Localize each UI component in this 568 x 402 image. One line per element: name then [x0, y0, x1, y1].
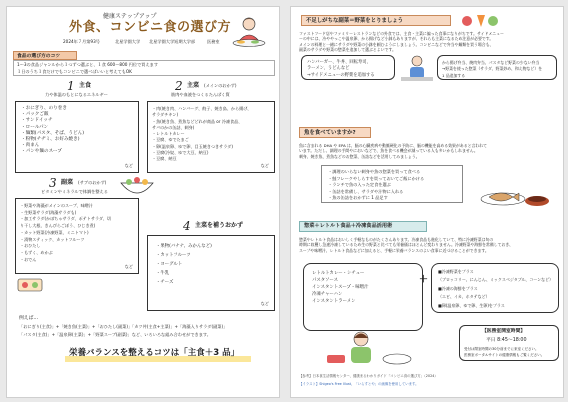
- section-header-fish: 魚を食べていますか?: [299, 127, 371, 138]
- retort-item: インスタントラーメン: [312, 299, 356, 304]
- list-item: ・チーズ: [156, 280, 174, 285]
- list-item: ・加工サラダ(かぼちゃサラダ、ポテトサラダ、切: [20, 216, 112, 222]
- section-header-vegetables: 不足しがちな副菜＝野菜をとりましょう: [301, 15, 451, 26]
- retort-item: パスタソース: [312, 278, 338, 283]
- tip-line: ・調理のいらない刺身や魚の惣菜を買って食べる: [328, 169, 421, 174]
- hours-note: 受付は閉室時間の30分前までに来室ください。: [464, 347, 539, 351]
- list-item: ・カットフルーツ: [156, 253, 191, 258]
- body-line: メインの料理と一緒にサラダや野菜の小鉢を頼むようにしましょう。コンビニなどで弁当や麺類を買う場合も、: [299, 41, 494, 47]
- salad-bowl-illustration: [117, 173, 157, 197]
- fish-tips-box: [321, 165, 463, 203]
- more-label: など: [260, 163, 269, 169]
- footer-illust-credit[interactable]: 【イラスト】Shigeo's Free Illust、「いらすとや」の画像を使用しています。: [299, 382, 419, 386]
- list-item: ・豆腐(冷奴、ゆで大豆、納豆): [152, 150, 209, 156]
- issue-number: 2024年７月第93号: [63, 39, 100, 44]
- list-item: ・粉物(チヂミ、お好み焼き): [21, 137, 80, 143]
- food-box-illustration: [15, 273, 45, 295]
- hours-note: 医務室ポータルサイトの健康情報もご覧ください。: [464, 353, 545, 357]
- tip-line: ・魚の缶詰をおかずに 1 品足す: [328, 195, 388, 200]
- retort-item: インスタントスープ・味噌汁: [312, 285, 369, 290]
- list-item: ・パックご飯: [21, 112, 49, 118]
- tip-line: ・缶詰を常備し、サラダや汁物に入れる: [328, 188, 404, 194]
- example-line: 「おにぎり(主食)」+「焼き魚(主菜)」+「おひたし(副菜)」「カツ丼(主食+主菜)」+「海藻入りサラダ(副菜)」: [19, 324, 228, 329]
- motto: [69, 349, 239, 359]
- more-label: など: [260, 301, 269, 307]
- section-box-staple: [15, 101, 139, 173]
- newsletter-page-right: [290, 6, 564, 398]
- person-at-counter-illustration: [399, 53, 435, 83]
- section-box-main-dish: [147, 101, 275, 173]
- frozen-additions-box: [431, 263, 559, 313]
- tip-line: ハンバーガー、牛丼、回転寿司、: [307, 60, 371, 65]
- vegetables-illustration: [459, 11, 499, 29]
- tip-line: ・鮭フレークやしらすを買っておいてご飯にかける: [328, 175, 425, 181]
- tip-line: 1 品追加する: [442, 72, 466, 78]
- body-line: います。ただし、調理の手間やにおいなどで、魚を食べる機会が減っている人も多いかもしれません。: [299, 148, 478, 154]
- section-number: 3: [49, 176, 57, 190]
- person-eating-illustration: [227, 15, 271, 49]
- example-line: 「パスタ(主食)」+「温泉卵(主菜)」+「野菜スープ(副菜)」など、いろいろな組み合わせができます。: [19, 332, 211, 337]
- page-title: 外食、コンビニ食の選び方: [69, 20, 232, 35]
- tip-line: から揚げ弁当、焼肉弁当、パスタなど野菜の少ない弁当: [442, 60, 540, 65]
- cooking-person-illustration: [321, 329, 421, 367]
- examples-label: 例えば…: [19, 316, 39, 321]
- list-item: サラダチキン): [152, 112, 179, 118]
- retort-item: 冷凍チャーハン: [312, 292, 343, 297]
- retort-item: レトルトカレー・シチュー: [312, 271, 365, 276]
- section-box-side-dish: [15, 198, 139, 274]
- list-item: ・豆腐、納豆: [152, 156, 177, 162]
- list-item: ・肉(焼き肉、ハンバーグ、餃子、焼き鳥、から揚げ、: [152, 106, 252, 111]
- tip-box-bento: [437, 55, 557, 80]
- list-item: ・レトルトカレー: [152, 131, 185, 137]
- tips-box: [13, 60, 275, 76]
- list-item: ・野菜や海藻がメインのスープ、味噌汁: [20, 203, 93, 208]
- tip-item: 1～3の食品ジャンルから１つずつ選ぶと、１食 600～800 円位で買えます: [17, 62, 159, 67]
- list-item: ・麺類(パスタ、そば、うどん): [21, 130, 85, 136]
- list-item: ・ヨーグルト: [156, 262, 183, 267]
- section-name: 主菜を補うおかず: [195, 222, 244, 229]
- fish-meal-illustration: [477, 171, 557, 215]
- body-line: 魚に含まれる DHA や EPA は、脳の心臓疾病や動脈硬化の予防に、脳の機能を高める効果があると言われて: [299, 143, 488, 148]
- list-item: ・漬物スティック、カットフルーツ: [20, 236, 85, 242]
- section-subtitle: 筋肉や血液をつくるたんぱく質: [171, 92, 230, 97]
- addition-line: （ブロッコリー、にんじん、ミックスベジタブル、コーンなど）: [438, 277, 554, 283]
- body-line: ファストフード店やファミリーレストランなどの外食では、主食・主菜に偏った食事になりがちです。サイドメニュー: [299, 31, 504, 36]
- tip-box-fastfood: [301, 55, 395, 80]
- org-office: 医務室: [207, 39, 220, 44]
- office-hours-box: [459, 325, 559, 361]
- tip-line: →サイドメニューの野菜を追加する: [307, 72, 375, 78]
- motto-emphasis: 「主食＋3 品」: [179, 348, 240, 358]
- body-line: 副菜のサラダや野菜の惣菜を追加して選ぶとよいです。: [299, 47, 396, 53]
- list-item: ・カット野菜(冷凍野菜、ミニトマト): [20, 229, 89, 235]
- list-item: ・肉まん: [21, 143, 40, 149]
- body-line: 時期に収穫し急速冷凍しているため生の野菜と比べても栄養価はほとんど変わりません。冷凍野菜や海鮮を常備しておき、: [299, 242, 514, 248]
- body-line: 刺身、焼き魚、煮魚などのお惣菜、缶詰などを活用してみましょう。: [299, 153, 420, 159]
- motto-prefix: 栄養バランスを整えるコツは: [69, 348, 180, 358]
- section-name-note: (メインのおかず): [204, 83, 237, 88]
- list-item: ・魚(焼き魚、煮魚などどれが商品 or 冷凍食品、: [152, 118, 243, 124]
- body-line: スープや味噌汁、レトルト食品などに加えると、手軽に栄養バランスのよい食事に近づけることができます。: [299, 247, 489, 253]
- list-item: ・牛乳: [156, 271, 170, 276]
- newsletter-page-left: [6, 6, 280, 398]
- org-name-junior: 北星学園大学短期大学部: [149, 39, 196, 44]
- section-number: 4: [183, 219, 191, 233]
- section-name: 副菜: [61, 179, 74, 186]
- hours-title: 【医務室開室時間】: [482, 329, 526, 334]
- addition-line: ■冷凍野菜をプラス: [438, 269, 474, 274]
- addition-line: ■卵(温泉卵、ゆで卵、生卵)をプラス: [438, 302, 505, 308]
- list-item: ・豆腐、ゆでたまご: [152, 137, 189, 143]
- list-item: ・生野菜サラダ(海藻サラダも): [20, 209, 77, 215]
- more-label: など: [124, 264, 133, 270]
- list-item: ・もずく、めかぶ: [20, 249, 53, 255]
- section-subtitle: ビタミンやミネラルで体調を整える: [41, 189, 108, 194]
- section-header-frozen: 惣菜＋レトルト食品＋冷凍食品活用術: [299, 221, 427, 232]
- section-name-note: (サブのおかず): [78, 180, 107, 185]
- org-name: 北星学園大学: [115, 39, 141, 44]
- list-item: ・おでん: [20, 256, 37, 262]
- list-item: ・おにぎり、のり巻き: [21, 106, 67, 111]
- section-subtitle: 力や体温のもとになるエネルギー: [45, 92, 108, 97]
- section-number: 1: [67, 79, 75, 93]
- tip-line: ・ランチで魚の入った定食を選ぶ: [328, 182, 391, 187]
- section-name: 主菜: [187, 82, 200, 89]
- more-label: など: [124, 163, 133, 169]
- section-box-supplement: [147, 235, 275, 311]
- list-item: ・おひたし: [20, 243, 41, 249]
- plus-sign: ＋: [419, 275, 429, 285]
- kicker: 健康ステップアップ: [103, 13, 157, 20]
- section-name: 主食: [79, 82, 92, 89]
- hours-value: 平日 8:45～18:00: [486, 338, 527, 343]
- addition-line: ■冷凍の海鮮をプラス: [438, 285, 478, 291]
- addition-line: （エビ、イカ、ホタテなど）: [438, 294, 490, 300]
- tip-item: １日のうち１食だけでもコンビニで選べばいいと考えてもOK: [17, 68, 132, 74]
- list-item: ・サンドイッチ: [21, 118, 53, 124]
- list-item: り干し大根、きんぴらごぼう、ひじき煮): [20, 223, 96, 229]
- body-line: ーの中には、冷ややっこや温泉卵、から揚げなど小鉢もありますが、それらも主菜になるため注意が必要です。: [299, 36, 494, 42]
- body-line: 惣菜やレトルト食品はおいしく手軽なものがたくさんあります。冷凍食品も進化していて、特に冷凍野菜は旬の: [299, 237, 494, 242]
- list-item: ・パンや麺のスープ: [21, 149, 62, 155]
- footer-reference: 【参考】日本食生活情報センター、健康まるわかりガイド「コンビニ食の選び方」（2024）: [299, 374, 438, 378]
- tips-header: 食品の選び方のコツ: [13, 51, 77, 60]
- tip-line: ラーメン、うどんなど: [307, 66, 350, 72]
- list-item: ・果物(バナナ、みかんなど): [156, 244, 212, 249]
- tip-line: →野菜を使った惣菜（サラダ、野菜炒め、和え物など）を: [442, 66, 543, 72]
- retort-foods-box: [303, 263, 423, 331]
- list-item: サバのかの缶詰、刺身): [152, 124, 195, 130]
- section-number: 2: [175, 79, 183, 93]
- list-item: ・卵(温泉卵、ゆで卵、目玉焼きつきサラダ): [152, 143, 233, 149]
- list-item: ・ロールパン: [21, 124, 49, 130]
